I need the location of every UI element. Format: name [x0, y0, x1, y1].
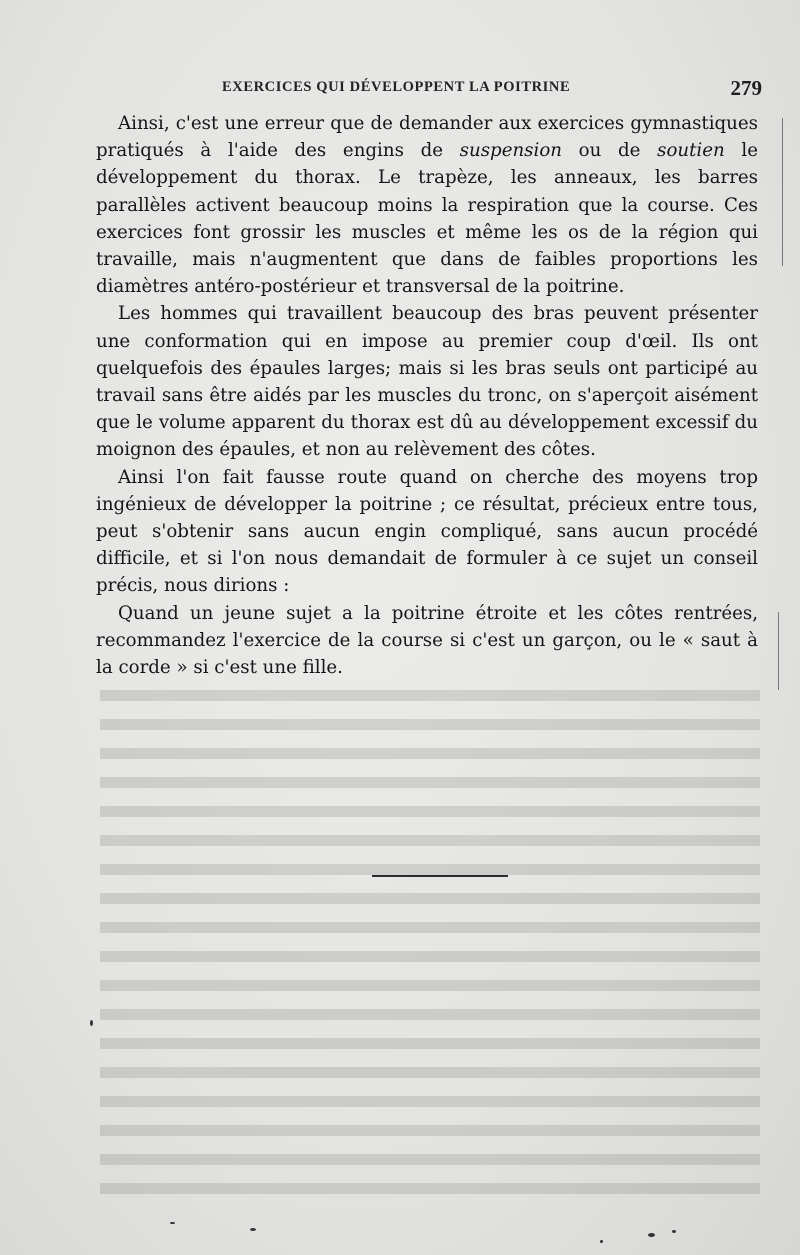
page-edge-mark — [782, 118, 783, 266]
running-title: EXERCICES QUI DÉVELOPPENT LA POITRINE — [222, 79, 571, 95]
ink-speck — [672, 1230, 676, 1233]
italic-term: soutien — [657, 140, 725, 162]
show-through-texture — [100, 690, 760, 1210]
page-header — [222, 76, 762, 100]
text-segment: Ainsi, c'est une erreur que de demander aux exercices gymnastiques pratiqués à l'aide des engins de — [96, 113, 758, 162]
body-text — [96, 110, 758, 681]
text-segment: Ainsi l'on fait fausse route quand on cherche des moyens trop ingénieux de développer la poitrine ; ce résultat, précieux entre tous, peut s'obtenir sans aucun engin compliqué, sans aucun procédé difficile, et si l'on nous demandait de formuler à ce sujet un conseil précis, nous dirions : — [96, 466, 758, 597]
page-edge-mark — [778, 612, 779, 690]
text-segment: Quand un jeune sujet a la poitrine étroite et les côtes rentrées, recommandez l'exercice de la course si c'est un garçon, ou le « saut à la corde » si c'est une fille. — [96, 602, 758, 679]
ink-speck — [170, 1222, 175, 1224]
paragraph — [96, 600, 758, 682]
section-divider-rule — [372, 875, 508, 877]
text-segment: ou de — [562, 140, 658, 162]
text-segment: Les hommes qui travaillent beaucoup des bras peuvent présenter une conformation qui en impose au premier coup d'œil. Ils ont quelquefois des épaules larges; mais si les bras seuls ont participé au travail sans être aidés par les muscles du tronc, on s'aperçoit aisément que le volume apparent du thorax est dû au développement excessif du moignon des épaules, et non au relèvement des côtes. — [96, 303, 758, 461]
ink-speck — [600, 1240, 603, 1243]
text-segment: le développement du thorax. Le trapèze, les anneaux, les barres parallèles activent beaucoup moins la respiration que la course. Ces exercices font grossir les muscles et même les os de la région qui travaille, mais n'augmentent que dans de faibles proportions les diamètres antéro-postérieur et transversal de la poitrine. — [96, 140, 758, 298]
paragraph — [96, 464, 758, 600]
paragraph — [96, 110, 758, 300]
ink-speck — [90, 1020, 93, 1026]
paragraph — [96, 300, 758, 463]
ink-speck — [648, 1233, 655, 1237]
ink-speck — [250, 1228, 256, 1231]
page-number: 279 — [730, 76, 762, 100]
italic-term: suspension — [459, 140, 562, 162]
